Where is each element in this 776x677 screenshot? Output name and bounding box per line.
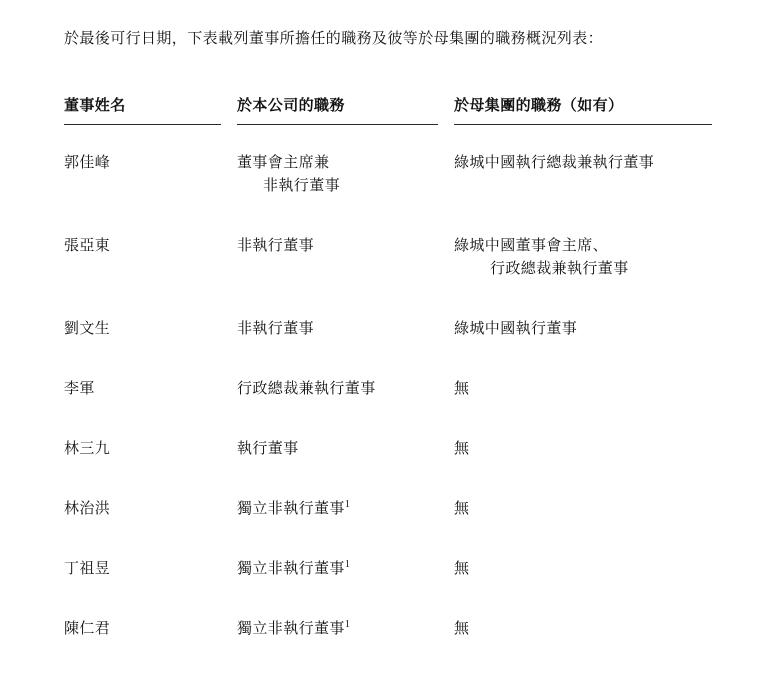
company-role-line-1: 獨立非執行董事 (237, 501, 345, 517)
parent-role-line-2: 行政總裁兼執行董事 (490, 261, 629, 277)
intro-paragraph: 於最後可行日期，下表載列董事所擔任的職務及彼等於母集團的職務概況列表： (64, 31, 604, 47)
table-body (64, 125, 728, 641)
column-header-parent-role (454, 94, 728, 124)
cell-director-name: 張亞東 (64, 238, 111, 254)
row-gap-cell (64, 198, 728, 235)
company-role-line-1: 非執行董事 (237, 238, 315, 254)
cell-director-name: 陳仁君 (64, 621, 111, 637)
row-gap-cell (64, 521, 728, 558)
row-gap (64, 281, 728, 318)
company-role-line-1: 董事會主席兼 (237, 155, 330, 171)
column-header-parent-role-label: 於母集團的職務（如有） (454, 98, 624, 114)
row-gap-cell (64, 401, 728, 438)
row-gap (64, 521, 728, 558)
cell-director-name: 李軍 (64, 381, 95, 397)
row-gap (64, 341, 728, 378)
table-row (64, 498, 728, 521)
row-gap-cell (64, 581, 728, 618)
row-gap-cell (64, 461, 728, 498)
cell-company-role: 執行董事 (237, 441, 299, 457)
directors-table (64, 94, 728, 641)
cell-company-role (237, 618, 454, 641)
cell-parent-role: 無 (454, 381, 470, 397)
table-row (64, 618, 728, 641)
cell-parent-role (454, 235, 728, 281)
cell-parent-role: 綠城中國執行董事 (454, 321, 578, 337)
cell-company-role (237, 235, 454, 281)
row-gap (64, 198, 728, 235)
column-header-company-role (237, 94, 454, 124)
table-row (64, 438, 728, 461)
table-row (64, 235, 728, 281)
table-header-row (64, 94, 728, 124)
cell-company-role (237, 498, 454, 521)
parent-role-line-1: 綠城中國執行總裁兼執行董事 (454, 155, 655, 171)
cell-parent-role (454, 152, 728, 198)
row-gap (64, 581, 728, 618)
cell-director-name: 林三九 (64, 441, 111, 457)
table-row (64, 152, 728, 198)
table-head (64, 94, 728, 125)
table-row (64, 318, 728, 341)
cell-parent-role: 無 (454, 621, 470, 637)
cell-parent-role: 無 (454, 501, 470, 517)
row-gap-cell (64, 281, 728, 318)
column-header-name (64, 94, 237, 124)
cell-director-name: 劉文生 (64, 321, 111, 337)
row-gap-cell (64, 341, 728, 378)
row-gap (64, 401, 728, 438)
cell-company-role: 非執行董事 (237, 321, 315, 337)
company-role-line-1: 獨立非執行董事 (237, 561, 345, 577)
company-role-line-1: 獨立非執行董事 (237, 621, 345, 637)
footnote-marker: 1 (344, 559, 351, 570)
cell-parent-role: 無 (454, 441, 470, 457)
parent-role-line-1: 綠城中國董事會主席、 (454, 238, 609, 254)
cell-company-role: 行政總裁兼執行董事 (237, 381, 376, 397)
row-gap-cell (64, 125, 728, 152)
footnote-marker: 1 (344, 619, 351, 630)
table-row (64, 378, 728, 401)
column-header-name-label: 董事姓名 (64, 98, 126, 114)
cell-company-role (237, 558, 454, 581)
row-gap (64, 125, 728, 152)
footnote-marker: 1 (344, 499, 351, 510)
company-role-line-2: 非執行董事 (263, 178, 341, 194)
cell-director-name: 丁祖昱 (64, 561, 111, 577)
table-row (64, 558, 728, 581)
column-header-company-role-label: 於本公司的職務 (237, 98, 345, 114)
row-gap (64, 461, 728, 498)
cell-director-name: 林治洪 (64, 501, 111, 517)
cell-director-name: 郭佳峰 (64, 155, 111, 171)
cell-parent-role: 無 (454, 561, 470, 577)
cell-company-role (237, 152, 454, 198)
